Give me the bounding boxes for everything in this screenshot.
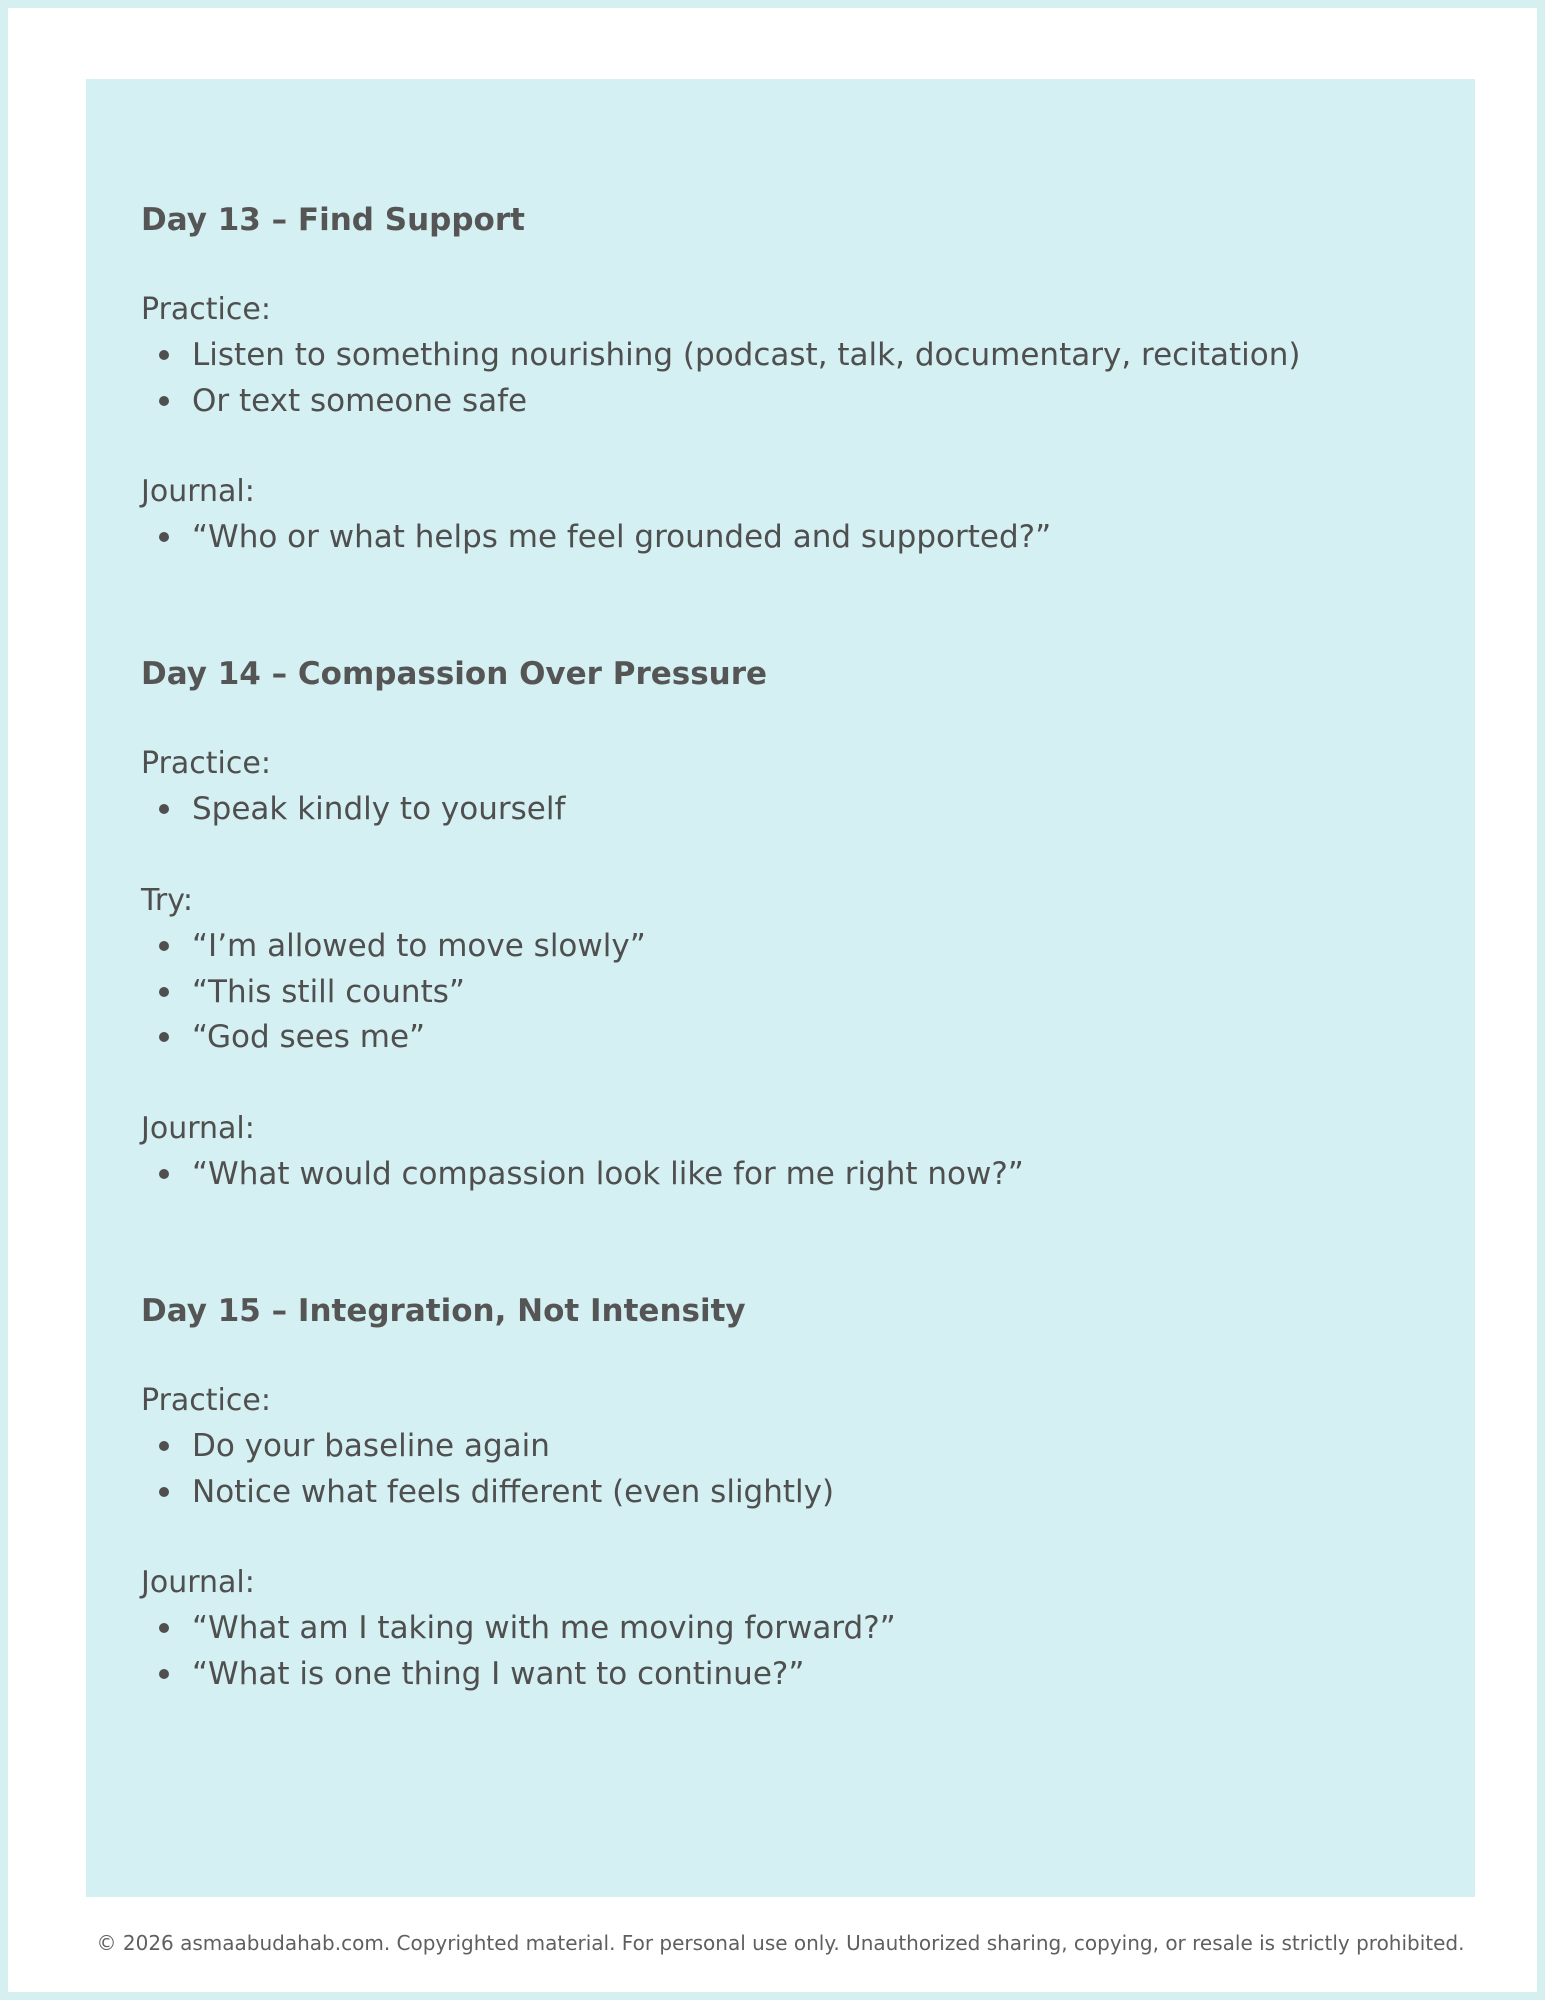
day-14-try-label: Try: <box>141 883 193 918</box>
day-15-journal-label: Journal: <box>141 1565 255 1600</box>
bullet-icon <box>159 1441 169 1451</box>
copyright-footer: © 2026 asmaabudahab.com. Copyrighted material. For personal use only. Unauthorized sharing, copying, or resale is strictly prohibited. <box>96 1931 1465 1955</box>
list-item <box>141 1154 1024 1200</box>
list-item <box>141 1608 896 1654</box>
bullet-icon <box>159 396 169 406</box>
list-item-text: “This still counts” <box>192 973 465 1010</box>
day-15-practice-list <box>141 1426 834 1517</box>
day-14-practice-list <box>141 789 565 835</box>
bullet-icon <box>159 1032 169 1042</box>
list-item <box>141 381 1300 427</box>
list-item-text: Do your baseline again <box>192 1428 550 1464</box>
list-item <box>141 789 565 835</box>
day-13-practice-list <box>141 335 1300 426</box>
list-item-text: “What would compassion look like for me right now?” <box>192 1156 1024 1192</box>
list-item-text: “What is one thing I want to continue?” <box>192 1655 805 1692</box>
list-item <box>141 335 1300 381</box>
list-item <box>141 926 646 972</box>
bullet-icon <box>159 941 169 951</box>
list-item-text: Notice what feels different (even slightly) <box>192 1473 835 1510</box>
bullet-icon <box>159 1623 169 1633</box>
day-13-practice-label: Practice: <box>141 292 271 327</box>
day-14-try-list <box>141 926 646 1063</box>
list-item-text: Speak kindly to yourself <box>192 791 566 827</box>
list-item-text: “God sees me” <box>192 1019 426 1055</box>
list-item-text: “What am I taking with me moving forward?” <box>192 1610 896 1646</box>
bullet-icon <box>159 532 169 542</box>
bullet-icon <box>159 1487 169 1497</box>
bullet-icon <box>159 1669 169 1679</box>
day-15-practice-label: Practice: <box>141 1383 271 1418</box>
list-item <box>141 972 646 1018</box>
list-item <box>141 1654 896 1700</box>
bullet-icon <box>159 987 169 997</box>
list-item-text: Or text someone safe <box>192 382 528 419</box>
list-item-text: “Who or what helps me feel grounded and supported?” <box>192 519 1052 555</box>
list-item-text: “I’m allowed to move slowly” <box>192 928 646 964</box>
day-15-title: Day 15 – Integration, Not Intensity <box>141 1293 746 1329</box>
list-item <box>141 517 1051 563</box>
day-13-title: Day 13 – Find Support <box>141 202 525 238</box>
day-14-journal-label: Journal: <box>141 1111 255 1146</box>
day-13-journal-label: Journal: <box>141 474 255 509</box>
bullet-icon <box>159 804 169 814</box>
day-15-journal-list <box>141 1608 896 1699</box>
day-13-journal-list <box>141 517 1051 563</box>
content-panel <box>86 79 1475 1897</box>
list-item <box>141 1426 834 1472</box>
day-14-journal-list <box>141 1154 1024 1200</box>
day-14-practice-label: Practice: <box>141 746 271 781</box>
list-item <box>141 1472 834 1518</box>
day-14-title: Day 14 – Compassion Over Pressure <box>141 656 768 692</box>
bullet-icon <box>159 1169 169 1179</box>
list-item-text: Listen to something nourishing (podcast, talk, documentary, recitation) <box>192 337 1301 373</box>
bullet-icon <box>159 350 169 360</box>
list-item <box>141 1017 646 1063</box>
